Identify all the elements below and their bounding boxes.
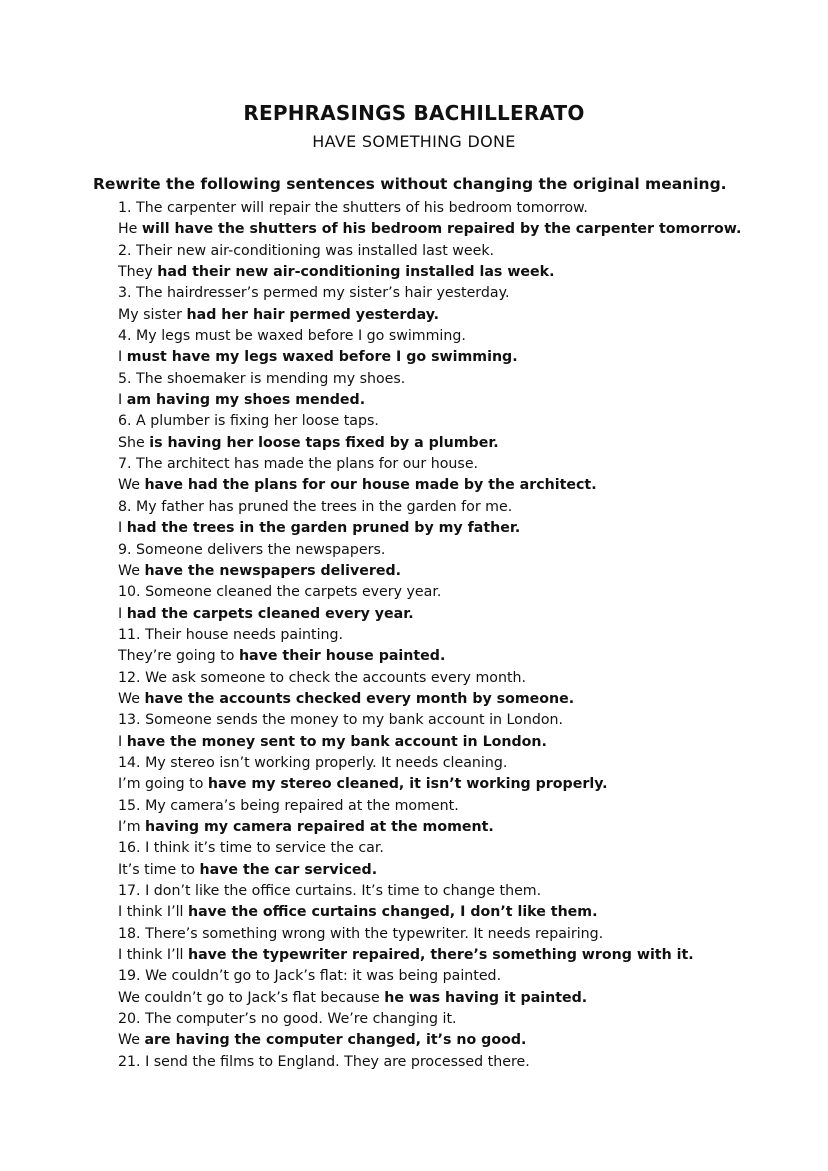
exercise-answer (118, 1030, 808, 1051)
exercise-answer (118, 817, 808, 838)
answer-bold: have the newspapers delivered. (144, 562, 402, 579)
exercise-question: 7. The architect has made the plans for our house. (118, 456, 479, 473)
answer-bold: had her hair permed yesterday. (186, 306, 440, 323)
answer-prefix: I’m (118, 818, 146, 835)
exercise-answer (118, 732, 808, 753)
exercise-list (118, 198, 808, 1073)
exercise-question: 1. The carpenter will repair the shutters of his bedroom tomorrow. (118, 200, 588, 216)
answer-prefix: She (118, 434, 150, 451)
answer-bold: have the car serviced. (199, 861, 378, 878)
answer-bold: have the typewriter repaired, there’s something wrong with it. (188, 947, 694, 964)
answer-bold: he was having it painted. (384, 989, 588, 1006)
exercise-question: 14. My stereo isn’t working properly. It needs cleaning. (118, 754, 508, 771)
exercise-answer (118, 518, 808, 539)
answer-bold: will have the shutters of his bedroom repaired by the carpenter tomorrow. (141, 221, 742, 238)
answer-prefix: We (118, 690, 145, 707)
answer-prefix: It’s time to (118, 861, 200, 878)
answer-bold: had their new air-conditioning installed las week. (157, 264, 555, 281)
answer-bold: having my camera repaired at the moment. (145, 818, 494, 835)
answer-prefix: They’re going to (118, 648, 239, 665)
answer-bold: am having my shoes mended. (126, 392, 366, 409)
answer-bold: have the office curtains changed, I don’t like them. (188, 904, 598, 921)
exercise-answer (118, 902, 808, 923)
answer-prefix: He (118, 221, 142, 238)
exercise-answer (118, 262, 808, 283)
exercise-question: 6. A plumber is fixing her loose taps. (118, 413, 379, 430)
exercise-answer (118, 945, 808, 966)
exercise-answer (118, 774, 808, 795)
answer-bold: had the trees in the garden pruned by my father. (126, 520, 521, 537)
answer-prefix: My sister (118, 306, 187, 323)
answer-prefix: I (118, 392, 127, 409)
answer-prefix: I (118, 605, 127, 622)
answer-prefix: We (118, 562, 145, 579)
exercise-answer (118, 689, 808, 710)
answer-bold: is having her loose taps fixed by a plumber. (149, 434, 499, 451)
answer-prefix: I’m going to (118, 776, 208, 793)
exercise-question: 2. Their new air-conditioning was installed last week. (118, 242, 495, 259)
page-title: REPHRASINGS BACHILLERATO (243, 101, 585, 125)
exercise-answer (118, 347, 808, 368)
answer-bold: had the carpets cleaned every year. (126, 605, 414, 622)
answer-prefix: We (118, 1032, 145, 1049)
exercise-answer (118, 475, 808, 496)
exercise-answer (118, 561, 808, 582)
exercise-question: 3. The hairdresser’s permed my sister’s hair yesterday. (118, 285, 510, 302)
exercise-question: 16. I think it’s time to service the car. (118, 840, 384, 857)
exercise-answer (118, 646, 808, 667)
exercise-answer (118, 390, 808, 411)
answer-prefix: I think I’ll (118, 947, 188, 964)
exercise-question: 11. Their house needs painting. (118, 626, 344, 643)
answer-bold: are having the computer changed, it’s no good. (144, 1032, 527, 1049)
exercise-question: 19. We couldn’t go to Jack’s flat: it was being painted. (118, 968, 502, 985)
answer-prefix: We (118, 477, 145, 494)
exercise-question: 10. Someone cleaned the carpets every year. (118, 584, 442, 601)
exercise-question: 20. The computer’s no good. We’re changing it. (118, 1011, 457, 1028)
exercise-question: 4. My legs must be waxed before I go swimming. (118, 328, 466, 345)
instruction-text: Rewrite the following sentences without changing the original meaning. (93, 175, 727, 193)
exercise-question: 5. The shoemaker is mending my shoes. (118, 370, 406, 387)
answer-prefix: I (118, 520, 127, 537)
answer-bold: have my stereo cleaned, it isn’t working properly. (207, 776, 608, 793)
page-subtitle: HAVE SOMETHING DONE (312, 132, 516, 151)
answer-prefix: I (118, 733, 127, 750)
exercise-answer (118, 219, 808, 240)
answer-bold: must have my legs waxed before I go swimming. (126, 349, 518, 366)
answer-prefix: We couldn’t go to Jack’s flat because (118, 989, 385, 1006)
exercise-answer (118, 988, 808, 1009)
exercise-answer (118, 305, 808, 326)
answer-prefix: They (118, 264, 158, 281)
exercise-question: 18. There’s something wrong with the typewriter. It needs repairing. (118, 925, 604, 942)
answer-bold: have the money sent to my bank account in London. (126, 733, 547, 750)
exercise-answer (118, 604, 808, 625)
exercise-question: 21. I send the films to England. They are processed there. (118, 1053, 530, 1070)
exercise-question: 13. Someone sends the money to my bank account in London. (118, 712, 564, 729)
exercise-question: 9. Someone delivers the newspapers. (118, 541, 386, 558)
exercise-question: 15. My camera’s being repaired at the moment. (118, 797, 459, 814)
answer-prefix: I (118, 349, 127, 366)
answer-bold: have the accounts checked every month by someone. (144, 690, 575, 707)
exercise-question: 8. My father has pruned the trees in the garden for me. (118, 498, 513, 515)
answer-prefix: I think I’ll (118, 904, 188, 921)
exercise-question: 17. I don’t like the office curtains. It’s time to change them. (118, 883, 542, 899)
answer-bold: have their house painted. (238, 648, 446, 665)
answer-bold: have had the plans for our house made by the architect. (144, 477, 597, 494)
exercise-question: 12. We ask someone to check the accounts every month. (118, 669, 527, 686)
exercise-answer (118, 433, 808, 454)
exercise-answer (118, 860, 808, 881)
